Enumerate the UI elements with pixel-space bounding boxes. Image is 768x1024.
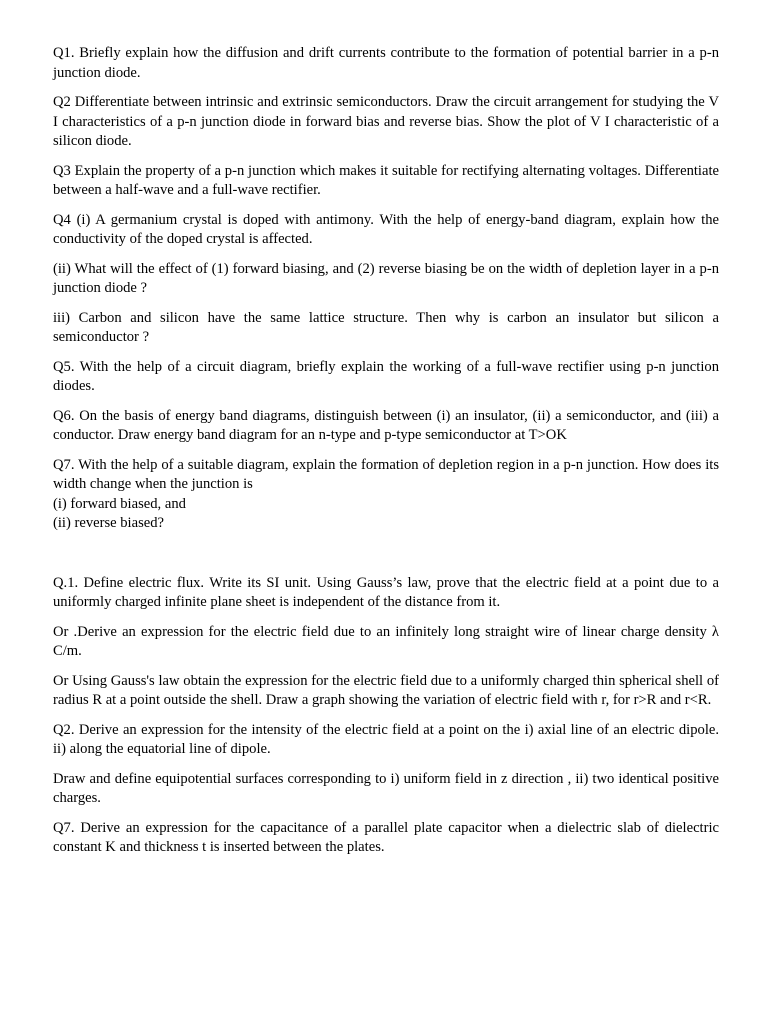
question-q2-equipotential: Draw and define equipotential surfaces corresponding to i) uniform field in z direction , ii) two identical positive charges. xyxy=(53,770,719,806)
question-q1-flux: Q.1. Define electric flux. Write its SI unit. Using Gauss’s law, prove that the electric field at a point due to a uniformly charged infinite plane sheet is independent of the distance from it. xyxy=(53,574,719,610)
question-q2: Q2 Differentiate between intrinsic and extrinsic semiconductors. Draw the circuit arrangement for studying the V I characteristics of a p-n junction diode in forward bias and reverse bias. Show the plot of V I characteristic of a silicon diode. xyxy=(53,94,719,149)
question-q4-iii: iii) Carbon and silicon have the same lattice structure. Then why is carbon an insulator but silicon a semiconductor ? xyxy=(53,309,719,345)
question-q3: Q3 Explain the property of a p-n junction which makes it suitable for rectifying alternating voltages. Differentiate between a half-wave and a full-wave rectifier. xyxy=(53,162,719,198)
question-q5: Q5. With the help of a circuit diagram, briefly explain the working of a full-wave rectifier using p-n junction diodes. xyxy=(53,358,719,394)
section-gap xyxy=(53,534,719,574)
question-q7: Q7. With the help of a suitable diagram, explain the formation of depletion region in a p-n junction. How does its width change when the junction is xyxy=(53,456,719,492)
question-q2-dipole: Q2. Derive an expression for the intensity of the electric field at a point on the i) axial line of an electric dipole. ii) along the equatorial line of dipole. xyxy=(53,721,719,757)
question-q6: Q6. On the basis of energy band diagrams, distinguish between (i) an insulator, (ii) a semiconductor, and (iii) a conductor. Draw energy band diagram for an n-type and p-type semiconductor at T>OK xyxy=(53,407,719,443)
question-q1-or-wire: Or .Derive an expression for the electric field due to an infinitely long straight wire of linear charge density λ C/m. xyxy=(53,623,719,659)
question-q1: Q1. Briefly explain how the diffusion and drift currents contribute to the formation of potential barrier in a p-n junction diode. xyxy=(53,45,719,81)
question-q4-ii: (ii) What will the effect of (1) forward biasing, and (2) reverse biasing be on the width of depletion layer in a p-n junction diode ? xyxy=(53,260,719,296)
section-electrostatics xyxy=(53,574,719,858)
question-q1-or-shell: Or Using Gauss's law obtain the expression for the electric field due to a uniformly charged thin spherical shell of radius R at a point outside the shell. Draw a graph showing the variation of electric field with r, for r>R and r<R. xyxy=(53,672,719,708)
question-q7-capacitor: Q7. Derive an expression for the capacitance of a parallel plate capacitor when a dielectric slab of dielectric constant K and thickness t is inserted between the plates. xyxy=(53,819,719,855)
question-q4-i: Q4 (i) A germanium crystal is doped with antimony. With the help of energy-band diagram, explain how the conductivity of the doped crystal is affected. xyxy=(53,211,719,247)
question-q7-option-ii: (ii) reverse biased? xyxy=(53,515,165,531)
question-q7-option-i: (i) forward biased, and xyxy=(53,495,186,512)
section-semiconductors xyxy=(53,44,719,534)
